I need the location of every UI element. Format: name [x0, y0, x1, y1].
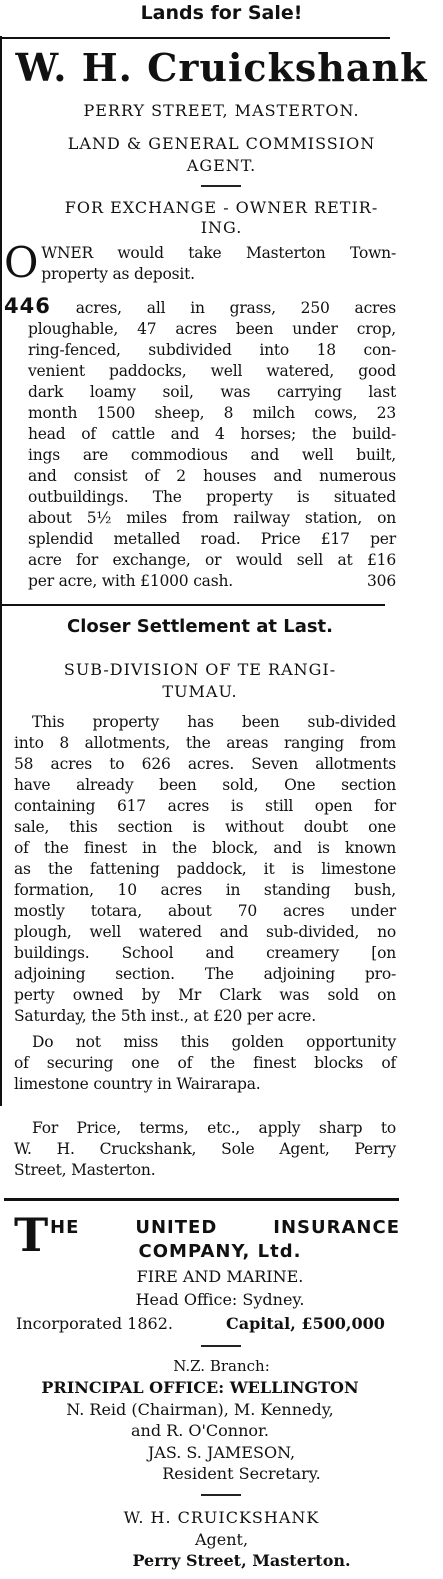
para-line: of securing one of the finest blocks of: [14, 1054, 396, 1072]
insurance-name-line2: COMPANY, Ltd.: [138, 1241, 302, 1262]
body-line: about 5½ miles from railway station, on: [28, 509, 396, 527]
settlement-heading-line2: TUMAU.: [162, 682, 238, 701]
para-line: into 8 allotments, the areas ranging from: [14, 734, 396, 752]
settlement-paragraph-1: [14, 712, 396, 1027]
insurance-capital: Capital, £500,000: [226, 1314, 385, 1333]
para-line: containing 617 acres is still open for: [14, 797, 396, 815]
para-line: Do not miss this golden opportunity: [32, 1033, 396, 1051]
exchange-body: [4, 296, 396, 592]
body-line: ring-fenced, subdivided into 18 con-: [28, 341, 396, 359]
insurance-directors-line1: N. Reid (Chairman), M. Kennedy,: [66, 1400, 334, 1419]
agent-title-line1: LAND & GENERAL COMMISSION: [67, 134, 376, 153]
para-line-last: limestone country in Wairarapa.: [14, 1075, 261, 1093]
divider: [201, 1494, 241, 1496]
settlement-paragraph-3: [14, 1118, 396, 1181]
body-line-text: acres, all in grass, 250 acres: [75, 299, 396, 317]
insurance-name-line1: HE UNITED INSURANCE: [50, 1217, 400, 1238]
body-line: outbuildings. The property is situated: [28, 488, 396, 506]
insurance-dropcap: T: [14, 1208, 49, 1262]
body-line: month 1500 sheep, 8 milch cows, 23: [28, 404, 396, 422]
insurance-incorporated: Incorporated 1862.: [16, 1314, 173, 1333]
body-last-text: per acre, with £1000 cash.: [28, 572, 233, 590]
exchange-heading-line2: ING.: [200, 218, 243, 237]
divider: [201, 185, 241, 187]
settlement-heading-line1: SUB-DIVISION OF TE RANGI-: [63, 660, 337, 679]
para-line: formation, 10 acres in standing bush,: [14, 881, 396, 899]
body-line: dark loamy soil, was carrying last: [28, 383, 396, 401]
para-line: mostly totara, about 70 acres under: [14, 902, 396, 920]
body-line: [4, 296, 396, 319]
insurance-principal-office: PRINCIPAL OFFICE: WELLINGTON: [41, 1378, 359, 1397]
insurance-directors-line2: and R. O'Connor.: [131, 1421, 269, 1440]
agent-address: PERRY STREET, MASTERTON.: [83, 101, 360, 120]
acres-number: 446: [4, 294, 51, 318]
para-line: For Price, terms, etc., apply sharp to: [32, 1119, 396, 1137]
header-rule: [0, 37, 390, 39]
body-line: ings are commodious and well built,: [28, 446, 396, 464]
para-line-last: Saturday, the 5th inst., at £20 per acre.: [14, 1007, 316, 1025]
settlement-paragraph-2: [14, 1032, 396, 1095]
agent-title-line2: AGENT.: [186, 156, 257, 175]
para-line: plough, well watered and sub-divided, no: [14, 923, 396, 941]
para-line: buildings. School and creamery [on: [14, 944, 396, 962]
para-line: perty owned by Mr Clark was sold on: [14, 986, 396, 1004]
para-line: This property has been sub-divided: [32, 713, 396, 731]
body-line: head of cattle and 4 horses; the build-: [28, 425, 396, 443]
para-line: W. H. Cruckshank, Sole Agent, Perry: [14, 1140, 396, 1158]
ad-reference-number: 306: [367, 572, 396, 590]
divider: [201, 1345, 241, 1347]
body-line: and consist of 2 houses and numerous: [28, 467, 396, 485]
para-line: 58 acres to 626 acres. Seven allotments: [14, 755, 396, 773]
intro-line: property as deposit.: [41, 265, 195, 283]
body-line-last: [4, 571, 396, 592]
body-line: venient paddocks, well watered, good: [28, 362, 396, 380]
insurance-agent-address: Perry Street, Masterton.: [132, 1551, 351, 1570]
agent-name: W. H. Cruickshank: [15, 45, 428, 90]
para-line-last: Street, Masterton.: [14, 1161, 156, 1179]
body-line: splendid metalled road. Price £17 per: [28, 530, 396, 548]
exchange-dropcap: O: [4, 238, 39, 287]
para-line: of the finest in the block, and is known: [14, 839, 396, 857]
section-header: Lands for Sale!: [140, 2, 303, 24]
para-line: adjoining section. The adjoining pro-: [14, 965, 396, 983]
insurance-head-office: Head Office: Sydney.: [135, 1290, 305, 1309]
insurance-fire-marine: FIRE AND MARINE.: [136, 1267, 304, 1286]
exchange-heading-line1: FOR EXCHANGE - OWNER RETIR-: [64, 198, 379, 217]
section-rule: [4, 1198, 399, 1201]
insurance-secretary-title: Resident Secretary.: [162, 1464, 321, 1483]
insurance-secretary-name: JAS. S. JAMESON,: [147, 1443, 296, 1462]
para-line: as the fattening paddock, it is limestone: [14, 860, 396, 878]
exchange-intro: [4, 238, 396, 287]
para-line: sale, this section is without doubt one: [14, 818, 396, 836]
section-rule: [0, 604, 385, 606]
intro-line: WNER would take Masterton Town-: [41, 244, 396, 262]
insurance-branch: N.Z. Branch:: [173, 1357, 270, 1375]
column-rule: [0, 36, 2, 1106]
settlement-banner: Closer Settlement at Last.: [66, 616, 333, 637]
body-line: acre for exchange, or would sell at £16: [28, 551, 396, 569]
insurance-agent-role: Agent,: [194, 1530, 249, 1549]
body-line: ploughable, 47 acres been under crop,: [28, 320, 396, 338]
insurance-agent-name: W. H. CRUICKSHANK: [123, 1508, 320, 1527]
para-line: have already been sold, One section: [14, 776, 396, 794]
